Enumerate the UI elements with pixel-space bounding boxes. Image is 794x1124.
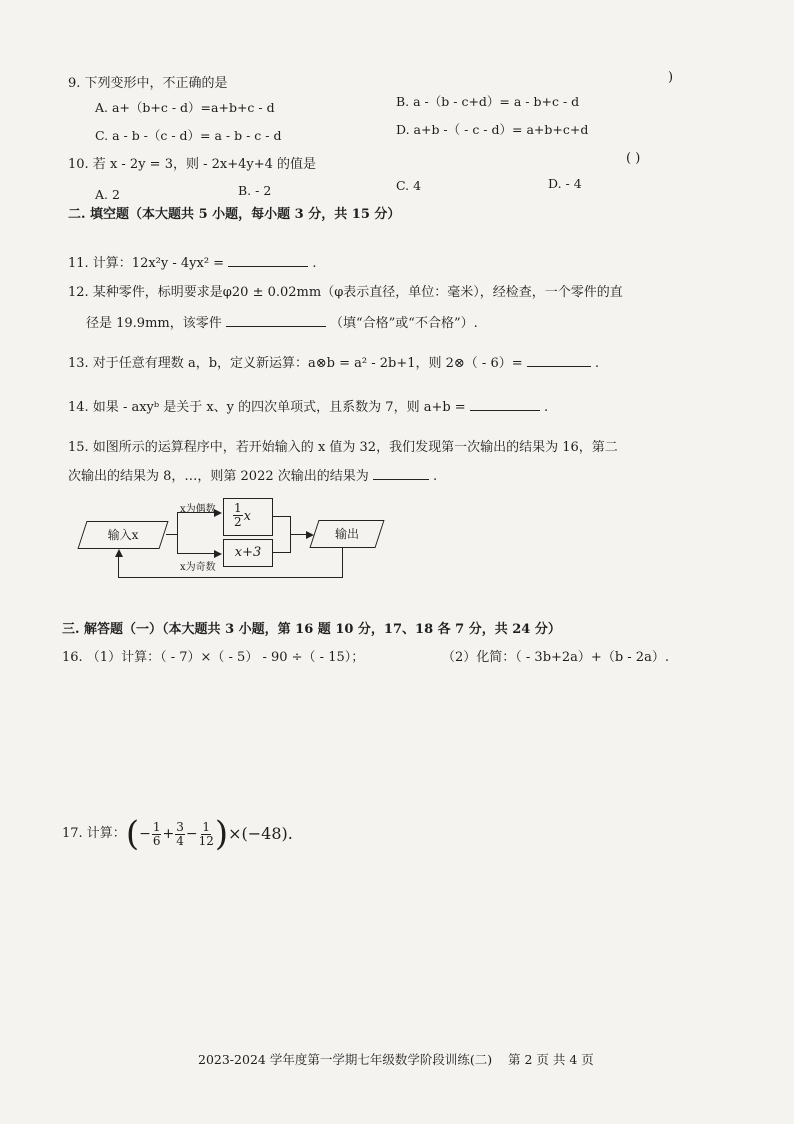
q9-option-b: B. a -（b - c+d）= a - b+c - d [396,94,580,109]
q17-frac-1 [152,821,162,848]
q17-frac-3-denominator: 12 [198,833,214,848]
q13-text: 13. 对于任意有理数 a，b，定义新运算：a⊗b = a² - 2b+1，则 2⊗（ - 6）= [68,356,523,371]
q10-stem: 10. 若 x - 2y = 3，则 - 2x+4y+4 的值是 [68,157,317,172]
flow-plus3-box [223,539,273,567]
q11 [68,254,317,272]
q9-option-c: C. a - b -（c - d）= a - b - c - d [95,128,282,143]
q11-period: . [312,256,317,271]
q17 [62,814,293,854]
q14-text: 14. 如果 - axyᵇ 是关于 x、y 的四次单项式，且系数为 7，则 a+b = [68,400,466,415]
flow-line [342,547,343,578]
flow-arrow [115,549,123,557]
flow-half-variable: x [243,509,251,524]
page-footer: 2023-2024 学年度第一学期七年级数学阶段训练(二) 第 2 页 共 4 页 [198,1052,594,1067]
flow-half-box [223,498,273,536]
flow-line [273,552,291,553]
q12-answer-blank[interactable] [226,314,326,327]
q10-option-c: C. 4 [396,178,422,193]
q12-line1: 12. 某种零件，标明要求是φ20 ± 0.02mm（φ表示直径，单位：毫米），经检查，一个零件的直 [68,285,623,300]
flow-even-label: x为偶数 [180,504,216,515]
q17-frac-2-denominator: 4 [176,833,184,848]
flow-input-label: 输入x [107,528,139,542]
q14-answer-blank[interactable] [470,398,540,411]
q11-answer-blank[interactable] [228,254,308,267]
q15-line1: 15. 如图所示的运算程序中，若开始输入的 x 值为 32，我们发现第一次输出的结果为 16，第二 [68,440,618,455]
q15-answer-blank[interactable] [373,467,429,480]
q12-line2 [86,314,478,332]
q17-frac-1-denominator: 6 [152,833,161,848]
q12-tail: （填“合格”或“不合格”）. [330,316,478,331]
q17-open-paren: ( [125,814,140,854]
q9-answer-paren: ) [668,70,674,85]
q10-answer-paren: ( ) [626,151,641,166]
q12-text: 径是 19.9mm，该零件 [86,316,222,331]
q15-line2 [68,467,437,485]
flow-half-denominator: 2 [234,515,242,529]
q9-option-a: A. a+（b+c - d）=a+b+c - d [95,100,275,115]
q14-period: . [543,400,549,415]
q10-option-a: A. 2 [95,187,120,202]
q17-close-paren: ) [214,814,229,854]
q17-frac-1-numerator: 1 [152,819,161,834]
q16-part2: （2）化简：（ - 3b+2a）+（b - 2a）. [442,650,669,665]
q17-minus: − [139,826,151,842]
flow-output-box [309,520,384,548]
flow-line [118,577,343,578]
flow-odd-label: x为奇数 [180,562,216,573]
q14 [68,398,548,416]
flow-output-label: 输出 [334,527,359,541]
flow-plus3-label: x+3 [234,545,262,560]
flow-arrow [214,550,222,558]
q15-period: . [433,469,438,484]
flow-line [177,553,215,554]
q13 [68,354,599,372]
q13-answer-blank[interactable] [527,354,591,367]
q17-frac-3 [199,821,214,848]
flow-line [273,516,291,517]
q11-text: 11. 计算：12x²y - 4yx² = [68,256,225,271]
section-3-heading: 三. 解答题（一）（本大题共 3 小题，第 16 题 10 分，17、18 各 7 分，共 24 分） [62,622,561,637]
q10-option-d: D. - 4 [548,176,582,191]
q16-part1: 16. （1）计算：（ - 7）×（ - 5） - 90 ÷（ - 15）； [62,650,365,665]
q17-tail: ×(−48). [228,824,293,843]
q17-frac-3-numerator: 1 [202,819,211,834]
q9-option-d: D. a+b -（ - c - d）= a+b+c+d [396,122,589,137]
q17-label: 17. 计算： [62,826,126,841]
flow-line [118,556,119,578]
flow-half-expression [232,502,251,529]
q13-period: . [594,356,600,371]
q15-text: 次输出的结果为 8，…，则第 2022 次输出的结果为 [68,469,369,484]
q10-option-b: B. - 2 [238,183,272,198]
q17-frac-2-numerator: 3 [176,819,184,834]
q17-minus-2: − [185,826,198,842]
q9-stem: 9. 下列变形中，不正确的是 [68,76,228,91]
flow-line [177,512,178,554]
q17-plus: + [162,826,175,842]
q17-frac-2 [175,821,185,848]
flow-input-box [77,521,168,549]
flow-half-numerator: 1 [234,501,242,515]
section-2-heading: 二. 填空题（本大题共 5 小题，每小题 3 分，共 15 分） [68,207,401,222]
